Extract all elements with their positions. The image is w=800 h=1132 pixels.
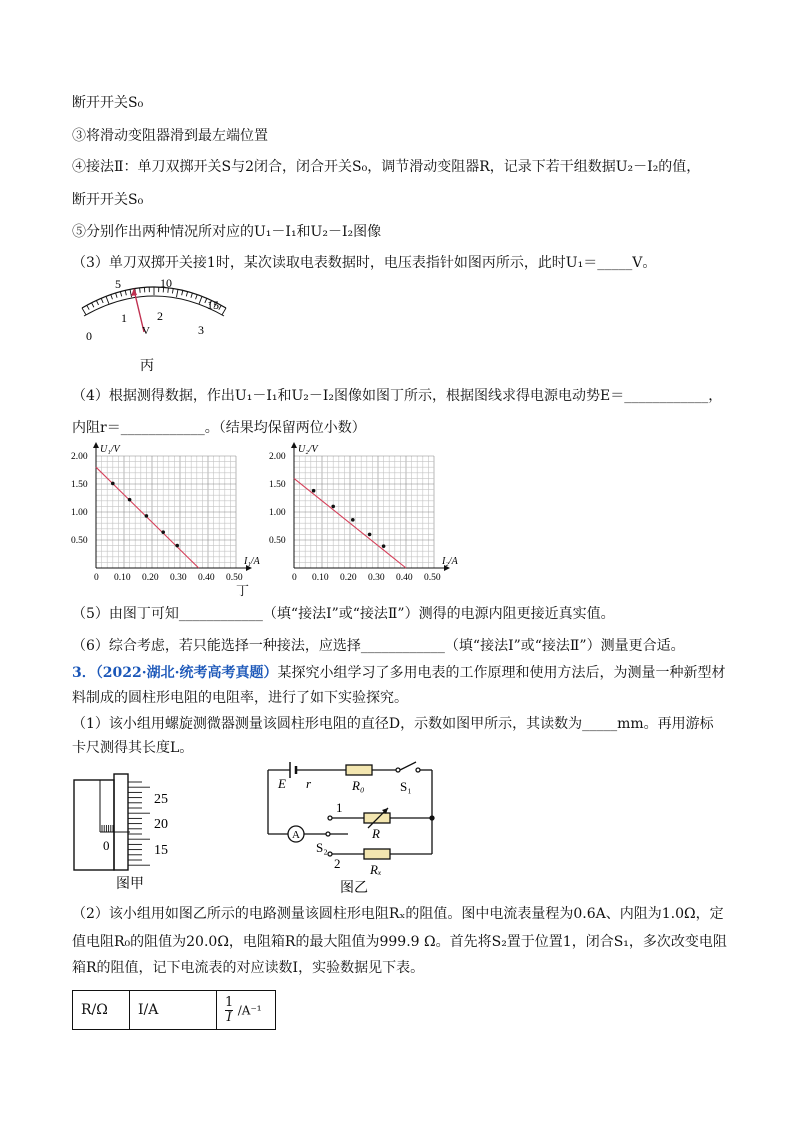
fraction-denominator: I: [226, 1009, 232, 1025]
text-line: （2）该小组用如图乙所示的电路测量该圆柱形电阻Rₓ的阻值。图中电流表量程为0.6A、内阻为1.0Ω，定: [72, 906, 724, 922]
y-tick-label: 0.50: [71, 536, 88, 546]
fraction-numerator: 1: [225, 994, 234, 1010]
meter-tick: [111, 295, 113, 300]
meter-bottom-tick: 3: [198, 323, 204, 337]
data-point: [331, 505, 335, 509]
data-point: [128, 498, 132, 502]
label-r0: R₀: [352, 778, 365, 793]
y-tick-label: 1.50: [269, 480, 286, 490]
meter-tick: [92, 303, 94, 307]
y-axis-arrow: [291, 442, 297, 448]
y-tick-label: 1.50: [71, 480, 88, 490]
meter-bottom-tick: 2: [157, 309, 163, 323]
data-point: [161, 530, 165, 534]
label-s1: S₁: [400, 779, 412, 794]
table-header-row: [73, 991, 276, 1030]
meter-tick: [196, 295, 198, 300]
x-tick-label: 0.50: [226, 573, 243, 580]
micrometer-caption: 图甲: [116, 877, 144, 892]
fraction-unit: /A⁻¹: [237, 1003, 262, 1017]
meter-top-tick: 5: [115, 277, 121, 291]
sleeve-zero-label: 0: [103, 838, 110, 853]
x-axis-label: I₂/A: [442, 556, 458, 567]
resistor-box-r: [364, 813, 390, 823]
meter-tick: [140, 288, 141, 293]
label-pos2: 2: [334, 856, 341, 871]
meter-tick: [101, 298, 103, 303]
table-header-cell: R/Ω: [73, 991, 130, 1030]
micrometer-figure: [70, 770, 210, 900]
y-tick-label: 0.50: [269, 536, 286, 546]
switch-s1-blade: [400, 762, 416, 770]
label-s2: S₂: [316, 840, 328, 855]
meter-tick: [222, 308, 226, 315]
meter-tick: [199, 296, 202, 303]
ammeter-label: A: [292, 829, 300, 841]
text-line: ④接法Ⅱ：单刀双掷开关S与2闭合，闭合开关S₀，调节滑动变阻器R，记录下若干组数据U₂－I₂的值，: [72, 159, 701, 175]
meter-bottom-tick: 0: [86, 329, 92, 343]
meter-tick: [96, 300, 98, 305]
meter-tick: [176, 289, 178, 297]
data-point: [351, 518, 355, 522]
meter-tick: [191, 293, 192, 298]
text-line: 断开开关S₀: [72, 95, 144, 111]
meter-tick: [82, 308, 86, 315]
text-line: 值电阻R₀的阻值为20.0Ω，电阻箱R的最大阻值为999.9 Ω。首先将S₂置于位置1，闭合S₁，多次改变电阻: [72, 934, 727, 950]
y-tick-label: 2.00: [269, 452, 286, 462]
table-header-cell: I/A: [130, 991, 217, 1030]
y-tick-label: 2.00: [71, 452, 88, 462]
meter-unit: V: [142, 325, 150, 337]
question-4-text: （4）根据测得数据，作出U₁－I₁和U₂－I₂图像如图丁所示，根据图线求得电源电动势E＝____________，: [72, 388, 723, 404]
meter-top-tick: 15: [207, 298, 219, 312]
question-6-text: （6）综合考虑，若只能选择一种接法，应选择____________（填“接法Ⅰ”或“接法Ⅱ”）测量更合适。: [72, 638, 685, 654]
label-rx: Rₓ: [370, 862, 382, 877]
meter-caption: 丙: [140, 359, 154, 374]
y-axis-label: U₂/V: [298, 444, 318, 455]
data-point: [175, 544, 179, 548]
data-point: [382, 544, 386, 548]
text-line: 料制成的圆柱形电阻的电阻率，进行了如下实验探究。: [72, 690, 408, 706]
meter-top-tick: 10: [160, 276, 172, 290]
x-tick-label: 0.30: [170, 573, 187, 580]
chart-grid: [96, 456, 236, 568]
data-point: [368, 533, 372, 537]
meter-bottom-tick: 1: [121, 311, 127, 325]
x-tick-label: 0.20: [142, 573, 159, 580]
x-tick-label: 0.50: [424, 573, 441, 580]
text-line: 内阻r＝____________。（结果均保留两位小数）: [72, 420, 366, 436]
x-tick-label: 0.20: [340, 573, 357, 580]
question-5-text: （5）由图丁可知____________（填“接法Ⅰ”或“接法Ⅱ”）测得的电源内阻更接近真实值。: [72, 606, 615, 622]
micrometer-sleeve: [74, 780, 114, 870]
data-point: [145, 514, 149, 518]
voltmeter-figure: [70, 270, 250, 380]
question-3-text: （3）单刀双掷开关接1时，某次读取电表数据时，电压表指针如图丙所示，此时U₁＝_____V。: [72, 255, 657, 271]
x-tick-label: 0: [94, 573, 99, 580]
micrometer-thimble: [114, 774, 128, 870]
text-line: 箱R的阻值，记下电流表的对应读数I，实验数据见下表。: [72, 960, 425, 976]
thimble-label: 15: [154, 843, 168, 858]
x-tick-label: 0: [292, 573, 297, 580]
x-axis-label: I₁/A: [244, 556, 260, 567]
data-point: [312, 489, 316, 493]
label-r-box: R: [372, 826, 380, 841]
meter-tick: [172, 288, 173, 293]
y-tick-label: 1.00: [71, 508, 88, 518]
x-tick-label: 0.30: [368, 573, 385, 580]
x-tick-label: 0.40: [396, 573, 413, 580]
chart-caption: 丁: [236, 584, 250, 599]
resistor-r0: [346, 765, 372, 775]
resistor-rx: [364, 849, 390, 859]
data-point: [111, 482, 115, 486]
thimble-label: 20: [154, 817, 168, 832]
meter-tick: [130, 289, 132, 297]
meter-tick: [106, 296, 109, 303]
u2-i2-chart: [268, 440, 478, 580]
text-line: ③将滑动变阻器滑到最左端位置: [72, 128, 268, 144]
x-tick-label: 0.10: [114, 573, 131, 580]
text-line: 断开开关S₀: [72, 192, 144, 208]
text-line: ⑤分别作出两种情况所对应的U₁－I₁和U₂－I₂图像: [72, 224, 382, 240]
question-header: 3．（2022·湖北·统考高考真题）某探究小组学习了多用电表的工作原理和使用方法后，为测量一种新型材: [72, 665, 726, 681]
circuit-caption: 图乙: [340, 881, 368, 896]
meter-tick: [186, 292, 187, 297]
meter-tick: [182, 290, 183, 295]
chart-grid: [294, 456, 434, 568]
label-e: E: [278, 776, 286, 791]
table-header-cell: [217, 991, 276, 1030]
question-source-tag: 3．（2022·湖北·统考高考真题）: [72, 665, 278, 681]
thimble-label: 25: [154, 792, 168, 807]
text-line: 卡尺测得其长度L。: [72, 740, 194, 756]
y-axis-arrow: [93, 442, 99, 448]
y-axis-label: U₁/V: [100, 444, 120, 455]
u1-i1-chart: [70, 440, 270, 580]
x-tick-label: 0.40: [198, 573, 215, 580]
label-r: r: [306, 776, 312, 791]
meter-tick: [219, 305, 221, 309]
text-line: （1）该小组用螺旋测微器测量该圆柱形电阻的直径D，示数如图甲所示，其读数为_____mm。再用游标: [72, 716, 714, 732]
meter-tick: [125, 290, 126, 295]
meter-scale-arc-inner: [84, 296, 224, 316]
y-tick-label: 1.00: [269, 508, 286, 518]
circuit-figure: [260, 760, 450, 900]
meter-tick: [87, 305, 89, 309]
label-pos1: 1: [336, 800, 343, 815]
x-tick-label: 0.10: [312, 573, 329, 580]
data-table: [72, 990, 276, 1030]
meter-tick: [116, 293, 117, 298]
meter-tick: [120, 292, 121, 297]
